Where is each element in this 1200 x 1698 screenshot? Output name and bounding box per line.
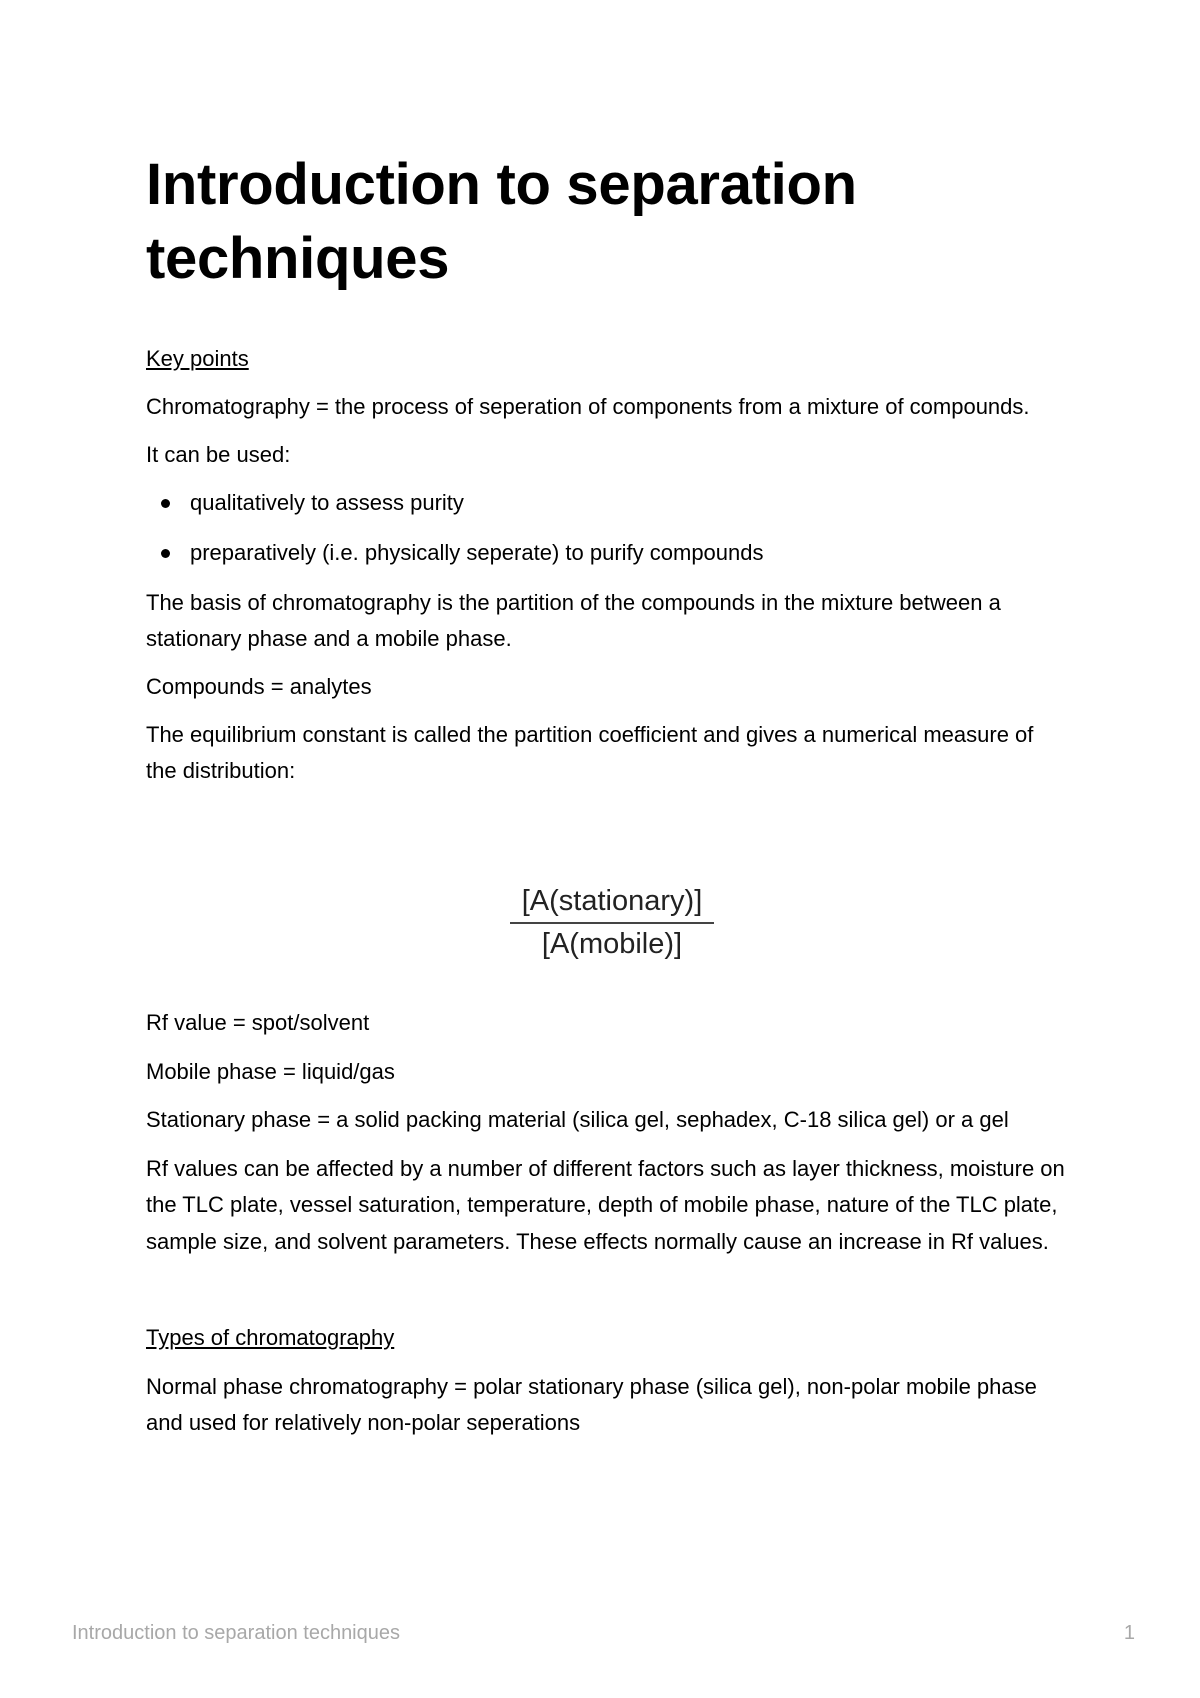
chromatography-definition: Chromatography = the process of seperation of components from a mixture of compounds. bbox=[146, 394, 1030, 419]
list-item-text: preparatively (i.e. physically seperate) to purify compounds bbox=[190, 540, 764, 565]
stationary-phase-paragraph: Stationary phase = a solid packing material (silica gel, sephadex, C-18 silica gel) or a gel bbox=[146, 1107, 1009, 1132]
list-item-text: qualitatively to assess purity bbox=[190, 490, 464, 515]
analytes-paragraph: Compounds = analytes bbox=[146, 674, 372, 699]
rf-value-paragraph: Rf value = spot/solvent bbox=[146, 1010, 370, 1035]
list-item bbox=[146, 485, 1066, 521]
mobile-phase-paragraph: Mobile phase = liquid/gas bbox=[146, 1058, 395, 1084]
list-item bbox=[146, 535, 1066, 571]
uses-list bbox=[146, 485, 1066, 571]
footer-page-number: 1 bbox=[1123, 1622, 1135, 1644]
formula-denominator: [A(mobile)] bbox=[541, 928, 683, 960]
bullet-icon bbox=[161, 499, 170, 508]
partition-coefficient-formula bbox=[510, 882, 714, 964]
rf-factors-paragraph: Rf values can be affected by a number of different factors such as layer thickness, moisture on the TLC plate, vessel saturation, temperature, depth of mobile phase, nature of the TLC plate, sample size, and solvent parameters. These effects normally cause an increase in Rf values. bbox=[146, 1155, 1065, 1254]
key-points-heading: Key points bbox=[146, 346, 249, 371]
body-upper bbox=[146, 341, 1066, 801]
document-title: Introduction to separation techniques bbox=[146, 152, 857, 291]
normal-phase-paragraph: Normal phase chromatography = polar stationary phase (silica gel), non-polar mobile phase and used for relatively non-polar seperations bbox=[146, 1373, 1037, 1435]
section-spacer bbox=[146, 1272, 1066, 1320]
formula-numerator: [A(stationary)] bbox=[510, 882, 714, 924]
body-lower bbox=[146, 1005, 1066, 1454]
bullet-icon bbox=[161, 549, 170, 558]
basis-paragraph: The basis of chromatography is the partition of the compounds in the mixture between a stationary phase and a mobile phase. bbox=[146, 590, 1001, 651]
uses-intro: It can be used: bbox=[146, 442, 291, 467]
footer-title: Introduction to separation techniques bbox=[72, 1622, 400, 1644]
types-heading: Types of chromatography bbox=[146, 1325, 395, 1350]
equilibrium-paragraph: The equilibrium constant is called the partition coefficient and gives a numerical measure of the distribution: bbox=[146, 722, 1034, 783]
